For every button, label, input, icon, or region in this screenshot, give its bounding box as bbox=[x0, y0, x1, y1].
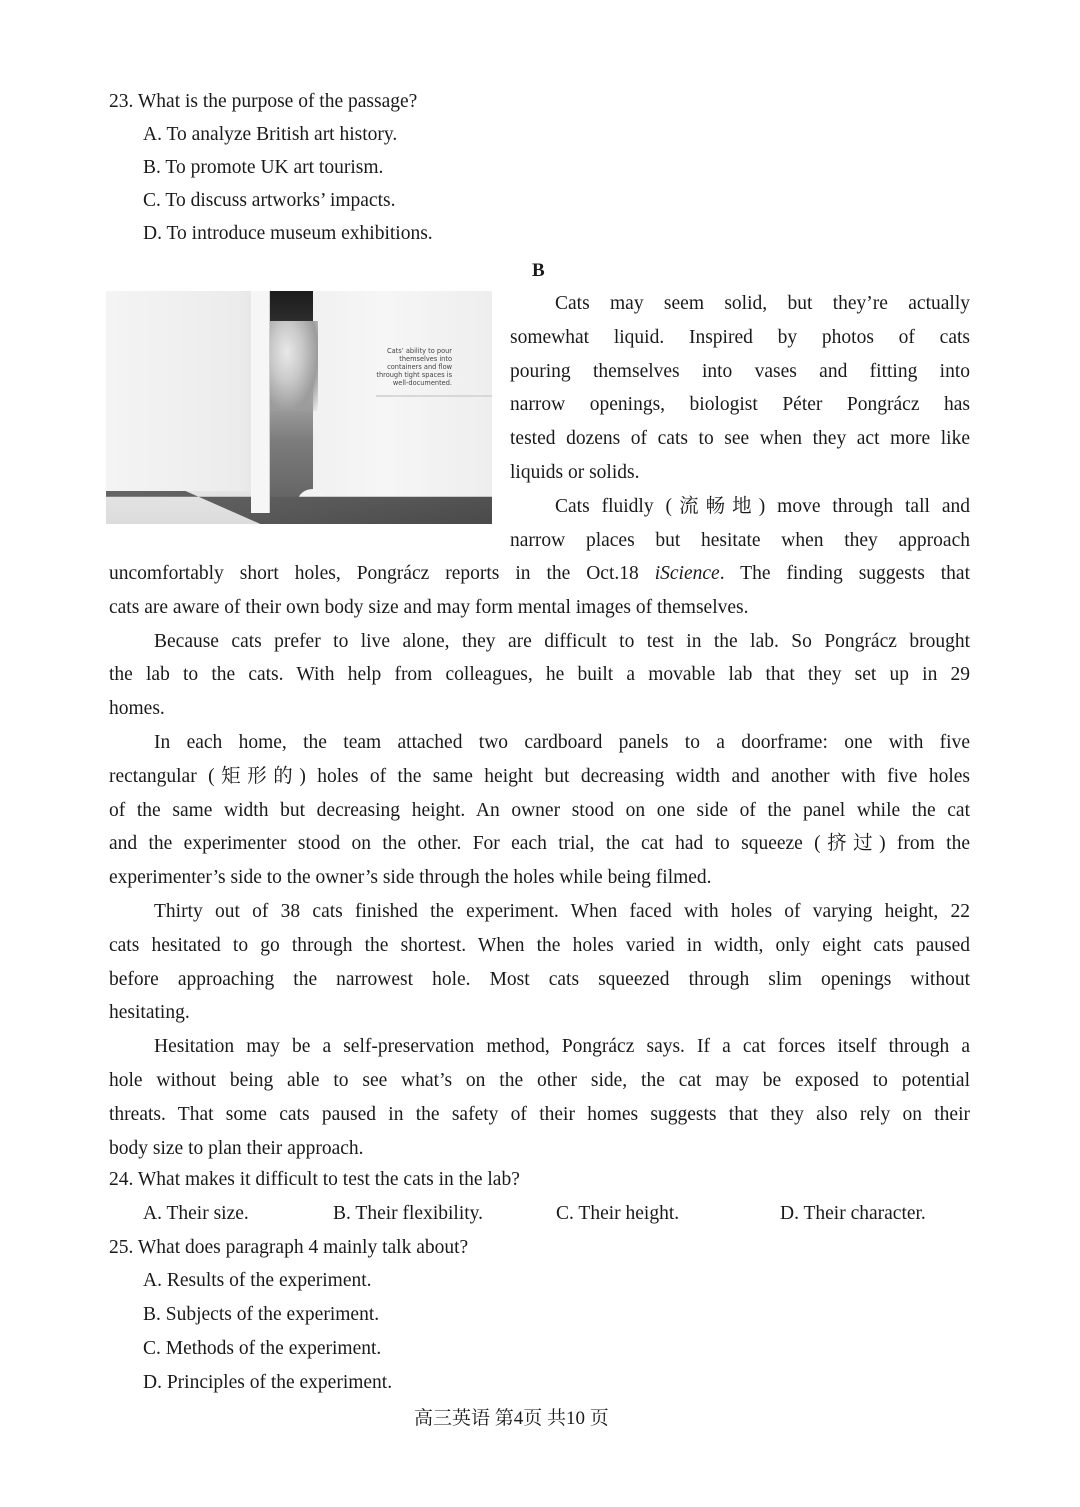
caption-line: Cats’ ability to pour bbox=[387, 347, 452, 355]
caption-line: containers and flow bbox=[387, 363, 452, 371]
paragraph-1-line: narrow openings, biologist Péter Pongrácz has bbox=[510, 394, 970, 416]
question-24-option-b: B. Their flexibility. bbox=[333, 1203, 484, 1224]
photo-caption bbox=[362, 347, 452, 387]
paragraph-6-line: hole without being able to see what’s on the other side, the cat may be exposed to potential bbox=[109, 1069, 970, 1091]
paragraph-2-line: cats are aware of their own body size and may form mental images of themselves. bbox=[109, 596, 749, 618]
caption-line: through tight spaces is bbox=[376, 371, 452, 379]
question-25-option-c: C. Methods of the experiment. bbox=[143, 1338, 382, 1359]
door-left-edge bbox=[251, 291, 270, 513]
question-24-option-a: A. Their size. bbox=[143, 1203, 249, 1224]
paragraph-3-line: the lab to the cats. With help from colleagues, he built a movable lab that they set up in 29 bbox=[109, 664, 970, 686]
door-right bbox=[313, 291, 492, 524]
question-23-option-b: B. To promote UK art tourism. bbox=[143, 157, 384, 178]
paragraph-4-line: In each home, the team attached two cardboard panels to a doorframe: one with five bbox=[154, 731, 970, 753]
caption-line: well-documented. bbox=[392, 379, 452, 387]
paragraph-4-line: rectangular (矩形的) holes of the same height but decreasing width and another with five holes bbox=[109, 765, 970, 787]
paragraph-6-line: Hesitation may be a self-preservation method, Pongrácz says. If a cat forces itself through a bbox=[154, 1036, 970, 1058]
paragraph-1-line: tested dozens of cats to see when they act more like bbox=[510, 428, 970, 450]
paragraph-1-line: pouring themselves into vases and fitting into bbox=[510, 360, 970, 382]
question-23-option-c: C. To discuss artworks’ impacts. bbox=[143, 190, 396, 211]
question-24-stem: 24. What makes it difficult to test the cats in the lab? bbox=[109, 1169, 520, 1190]
paragraph-2-line bbox=[109, 557, 970, 591]
door-left bbox=[106, 291, 269, 491]
question-24-option-c: C. Their height. bbox=[556, 1203, 680, 1224]
paragraph-1-line: liquids or solids. bbox=[510, 461, 640, 483]
question-25-option-a: A. Results of the experiment. bbox=[143, 1270, 372, 1291]
paragraph-2-text: uncomfortably short holes, Pongrácz reports in the Oct.18 bbox=[109, 563, 655, 584]
question-25-option-b: B. Subjects of the experiment. bbox=[143, 1304, 380, 1325]
paragraph-4-line: experimenter’s side to the owner’s side through the holes while being filmed. bbox=[109, 867, 712, 889]
passage-full-width bbox=[109, 557, 970, 1165]
paragraph-5-line: cats hesitated to go through the shortest. When the holes varied in width, only eight cats paused bbox=[109, 934, 970, 956]
paragraph-5-line: Thirty out of 38 cats finished the experiment. When faced with holes of varying height, 22 bbox=[154, 900, 970, 922]
passage-right-column bbox=[510, 287, 970, 557]
caption-line: themselves into bbox=[399, 355, 452, 363]
paragraph-2-line: Cats fluidly (流畅地) move through tall and bbox=[555, 495, 970, 517]
paragraph-1-line: Cats may seem solid, but they’re actually bbox=[555, 293, 970, 314]
question-23-stem: 23. What is the purpose of the passage? bbox=[109, 91, 418, 112]
paragraph-5-line: hesitating. bbox=[109, 1002, 190, 1024]
paragraph-3-line: homes. bbox=[109, 698, 165, 720]
paragraph-4-line: and the experimenter stood on the other. For each trial, the cat had to squeeze (挤过) from the bbox=[109, 833, 970, 855]
paragraph-2-line: narrow places but hesitate when they approach bbox=[510, 529, 970, 551]
paragraph-6-line: threats. That some cats paused in the safety of their homes suggests that they also rely on their bbox=[109, 1103, 970, 1125]
paragraph-3-line: Because cats prefer to live alone, they are difficult to test in the lab. So Pongrácz brought bbox=[154, 630, 970, 652]
paragraph-5-line: before approaching the narrowest hole. Most cats squeezed through slim openings without bbox=[109, 968, 970, 990]
wall-line bbox=[376, 395, 492, 397]
paragraph-4-line: of the same width but decreasing height. An owner stood on one side of the panel while the cat bbox=[109, 799, 970, 821]
page-footer: 高三英语 第4页 共10 页 bbox=[414, 1408, 609, 1429]
question-23-option-d: D. To introduce museum exhibitions. bbox=[143, 223, 433, 244]
paragraph-6-line: body size to plan their approach. bbox=[109, 1137, 364, 1159]
cat-face bbox=[266, 321, 318, 411]
question-24-option-d: D. Their character. bbox=[780, 1203, 926, 1224]
paragraph-1-line: somewhat liquid. Inspired by photos of cats bbox=[510, 326, 970, 348]
question-25-option-d: D. Principles of the experiment. bbox=[143, 1372, 393, 1393]
journal-name: iScience bbox=[654, 563, 720, 584]
paragraph-2-text: . The finding suggests that bbox=[719, 563, 971, 584]
cat-photo bbox=[106, 291, 492, 524]
question-25-stem: 25. What does paragraph 4 mainly talk about? bbox=[109, 1237, 469, 1258]
section-label: B bbox=[532, 260, 545, 281]
question-23-option-a: A. To analyze British art history. bbox=[143, 124, 398, 145]
